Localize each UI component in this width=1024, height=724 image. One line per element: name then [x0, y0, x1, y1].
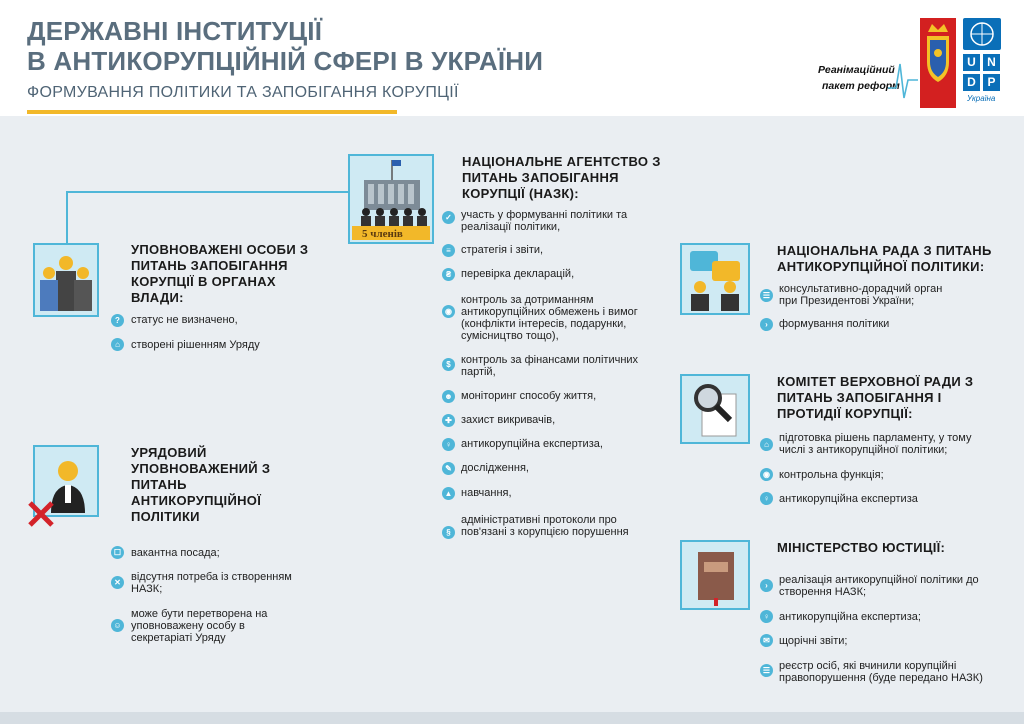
person-transfer-icon: ☺	[111, 619, 124, 632]
registry-icon: ☰	[760, 664, 773, 677]
connector-line	[66, 191, 68, 243]
research-icon: ✎	[442, 462, 455, 475]
undp-logo	[963, 18, 1001, 106]
council-item: консультативно-дорадчий орган при Президентові України;	[779, 283, 943, 307]
committee-item: антикорупційна експертиза	[779, 493, 918, 505]
undp-letter: D	[963, 74, 980, 91]
council-title: НАЦІОНАЛЬНА РАДА З ПИТАНЬ АНТИКОРУПЦІЙНОЇ ПОЛІТИКИ:	[777, 243, 992, 274]
lifestyle-icon: ☻	[442, 390, 455, 403]
header	[0, 0, 1024, 116]
nazk-item: контроль за дотриманням антикорупційних обмежень і вимог (конфлікти інтересів, подарунки, сумісництво тощо),	[461, 294, 638, 342]
book-icon	[682, 542, 748, 608]
declaration-icon: ₴	[442, 268, 455, 281]
authorized-item: статус не визначено,	[131, 314, 238, 326]
undp-country-label: Україна	[967, 94, 996, 103]
committee-title: КОМІТЕТ ВЕРХОВНОЇ РАДИ З ПИТАНЬ ЗАПОБІГАННЯ І ПРОТИДІЇ КОРУПЦІЇ:	[777, 374, 974, 421]
page-subtitle: ФОРМУВАННЯ ПОЛІТИКИ ТА ЗАПОБІГАННЯ КОРУПЦІЇ	[27, 84, 459, 101]
undp-letter: U	[963, 54, 980, 71]
government-icon: ⌂	[111, 338, 124, 351]
ministry-item: антикорупційна експертиза;	[779, 611, 921, 623]
expertise-icon: ♀	[760, 610, 773, 623]
nazk-item: захист викривачів,	[461, 414, 556, 426]
authorized-item: створені рішенням Уряду	[131, 339, 260, 351]
arrow-icon: ›	[760, 579, 773, 592]
shield-icon: ✚	[442, 414, 455, 427]
arrow-icon: ›	[760, 318, 773, 331]
rpr-logo-line1: Реанімаційний	[818, 64, 895, 76]
crown-shield-icon	[920, 18, 956, 108]
nazk-item: участь у формуванні політики та реалізації політики,	[461, 209, 628, 233]
nazk-item: навчання,	[461, 487, 512, 499]
consult-icon: ☰	[760, 289, 773, 302]
nazk-item: моніторинг способу життя,	[461, 390, 597, 402]
commissioner-item: може бути перетворена на уповноважену особу в секретаріаті Уряду	[131, 608, 268, 644]
denmark-coat-of-arms-logo	[920, 18, 956, 108]
question-icon: ?	[111, 314, 124, 327]
nazk-item: адміністративні протоколи про пов'язані з корупцією порушення	[461, 514, 629, 538]
members-badge: 5 членів	[362, 228, 403, 240]
policy-icon: ✓	[442, 211, 455, 224]
no-need-icon: ✕	[111, 576, 124, 589]
ministry-illustration	[680, 540, 750, 610]
nazk-item: перевірка декларацій,	[461, 268, 575, 280]
undp-letter: N	[983, 54, 1000, 71]
expertise-icon: ♀	[442, 438, 455, 451]
protocol-icon: §	[442, 526, 455, 539]
eye-icon: ◉	[442, 305, 455, 318]
pulse-icon	[818, 58, 918, 102]
rpr-logo	[818, 58, 918, 102]
authorized-title: УПОВНОВАЖЕНІ ОСОБИ З ПИТАНЬ ЗАПОБІГАННЯ КОРУПЦІЇ В ОРГАНАХ ВЛАДИ:	[131, 242, 309, 305]
undp-letter: P	[983, 74, 1000, 91]
eye-icon: ◉	[760, 468, 773, 481]
ministry-item: щорічні звіти;	[779, 635, 848, 647]
ministry-item: реалізація антикорупційної політики до створення НАЗК;	[779, 574, 979, 598]
committee-illustration	[680, 374, 750, 444]
ministry-title: МІНІСТЕРСТВО ЮСТИЦІЇ:	[777, 540, 946, 555]
committee-item: контрольна функція;	[779, 469, 884, 481]
commissioner-title: УРЯДОВИЙ УПОВНОВАЖЕНИЙ З ПИТАНЬ АНТИКОРУПЦІЙНОЇ ПОЛІТИКИ	[131, 445, 271, 524]
parliament-icon: ⌂	[760, 438, 773, 451]
committee-item: підготовка рішень парламенту, у тому числі з антикорупційної політики;	[779, 432, 972, 456]
report-icon: ✉	[760, 634, 773, 647]
nazk-illustration	[348, 154, 434, 244]
people-group-icon	[35, 245, 97, 315]
rpr-logo-line2: пакет реформ	[822, 80, 900, 92]
magnifier-document-icon	[682, 376, 748, 442]
authorized-illustration	[33, 243, 99, 317]
cross-mark-icon	[27, 500, 55, 528]
connector-line	[66, 191, 348, 193]
nazk-item: контроль за фінансами політичних партій,	[461, 354, 639, 378]
council-item: формування політики	[779, 318, 890, 330]
page-title-line1: ДЕРЖАВНІ ІНСТИТУЦІЇ	[27, 16, 323, 46]
nazk-item: дослідження,	[461, 462, 529, 474]
commissioner-item: відсутня потреба із створенням НАЗК;	[131, 571, 292, 595]
bottom-bar	[0, 712, 1024, 724]
page-title-line2: В АНТИКОРУПЦІЙНІЙ СФЕРІ В УКРАЇНИ	[27, 46, 544, 76]
commissioner-item: вакантна посада;	[131, 547, 220, 559]
education-icon: ▲	[442, 487, 455, 500]
council-illustration	[680, 243, 750, 315]
strategy-icon: ≡	[442, 244, 455, 257]
nazk-title: НАЦІОНАЛЬНЕ АГЕНТСТВО З ПИТАНЬ ЗАПОБІГАННЯ КОРУПЦІЇ (НАЗК):	[462, 154, 661, 201]
accent-divider	[27, 110, 397, 114]
discussion-icon	[682, 245, 748, 313]
finance-icon: $	[442, 358, 455, 371]
expertise-icon: ♀	[760, 492, 773, 505]
ministry-item: реєстр осіб, які вчинили корупційні правопорушення (буде передано НАЗК)	[779, 660, 983, 684]
nazk-item: стратегія і звіти,	[461, 244, 544, 256]
nazk-item: антикорупційна експертиза,	[461, 438, 603, 450]
vacant-icon: ☐	[111, 546, 124, 559]
un-emblem-icon	[963, 18, 1001, 50]
